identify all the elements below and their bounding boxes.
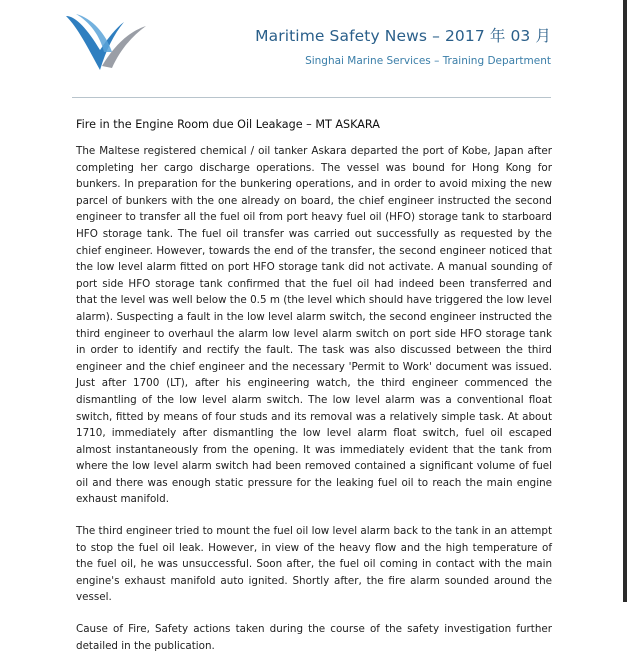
- newsletter-subtitle: Singhai Marine Services – Training Department: [305, 55, 551, 67]
- article-title: Fire in the Engine Room due Oil Leakage – MT ASKARA: [76, 118, 380, 131]
- article-paragraph: Cause of Fire, Safety actions taken during the course of the safety investigation further detailed in the publication.: [76, 623, 552, 652]
- company-logo-icon: [62, 12, 148, 74]
- article-paragraph: The Maltese registered chemical / oil tanker Askara departed the port of Kobe, Japan after completing her cargo discharge operations. The vessel was bound for Hong Kong for bunkers. In preparation for the bunkering operations, and in order to avoid mixing the new parcel of bunkers with the one already on board, the chief engineer instructed the second engineer to transfer all the fuel oil from port heavy fuel oil (HFO) storage tank to starboard HFO storage tank. The fuel oil transfer was carried out successfully as requested by the chief engineer. However, towards the end of the transfer, the second engineer noticed that the low level alarm fitted on port HFO storage tank did not activate. A manual sounding of port side HFO storage tank confirmed that the fuel oil had indeed been transferred and that the level was well below the 0.5 m (the level which should have triggered the low level alarm). Suspecting a fault in the low level alarm switch, the second engineer instructed the third engineer to overhaul the alarm low level alarm switch on port side HFO storage tank in order to identify and rectify the fault. The task was also discussed between the third engineer and the chief engineer and the necessary 'Permit to Work' document was issued. Just after 1700 (LT), after his engineering watch, the third engineer commenced the dismantling of the low level alarm switch. The low level alarm was a conventional float switch, fitted by means of four studs and its removal was a relatively simple task. At about 1710, immediately after dismantling the low level alarm float switch, fuel oil escaped almost instantaneously from the opening. It was immediately evident that the tank from where the low level alarm switch had been removed contained a significant volume of fuel oil and there was enough static pressure for the leaking fuel oil to reach the main engine exhaust manifold.: [76, 145, 552, 506]
- document-header: [0, 0, 623, 100]
- newsletter-title: Maritime Safety News – 2017 年 03 月: [255, 27, 551, 45]
- article-paragraph: The third engineer tried to mount the fuel oil low level alarm back to the tank in an attempt to stop the fuel oil leak. However, in view of the heavy flow and the high temperature of the fuel oil, he was unsuccessful. Soon after, the fuel oil coming in contact with the main engine's exhaust manifold auto ignited. Shortly after, the fire alarm sounded around the vessel.: [76, 525, 552, 604]
- page-edge: [623, 0, 627, 602]
- header-divider: [72, 97, 551, 98]
- article-body: [76, 143, 552, 669]
